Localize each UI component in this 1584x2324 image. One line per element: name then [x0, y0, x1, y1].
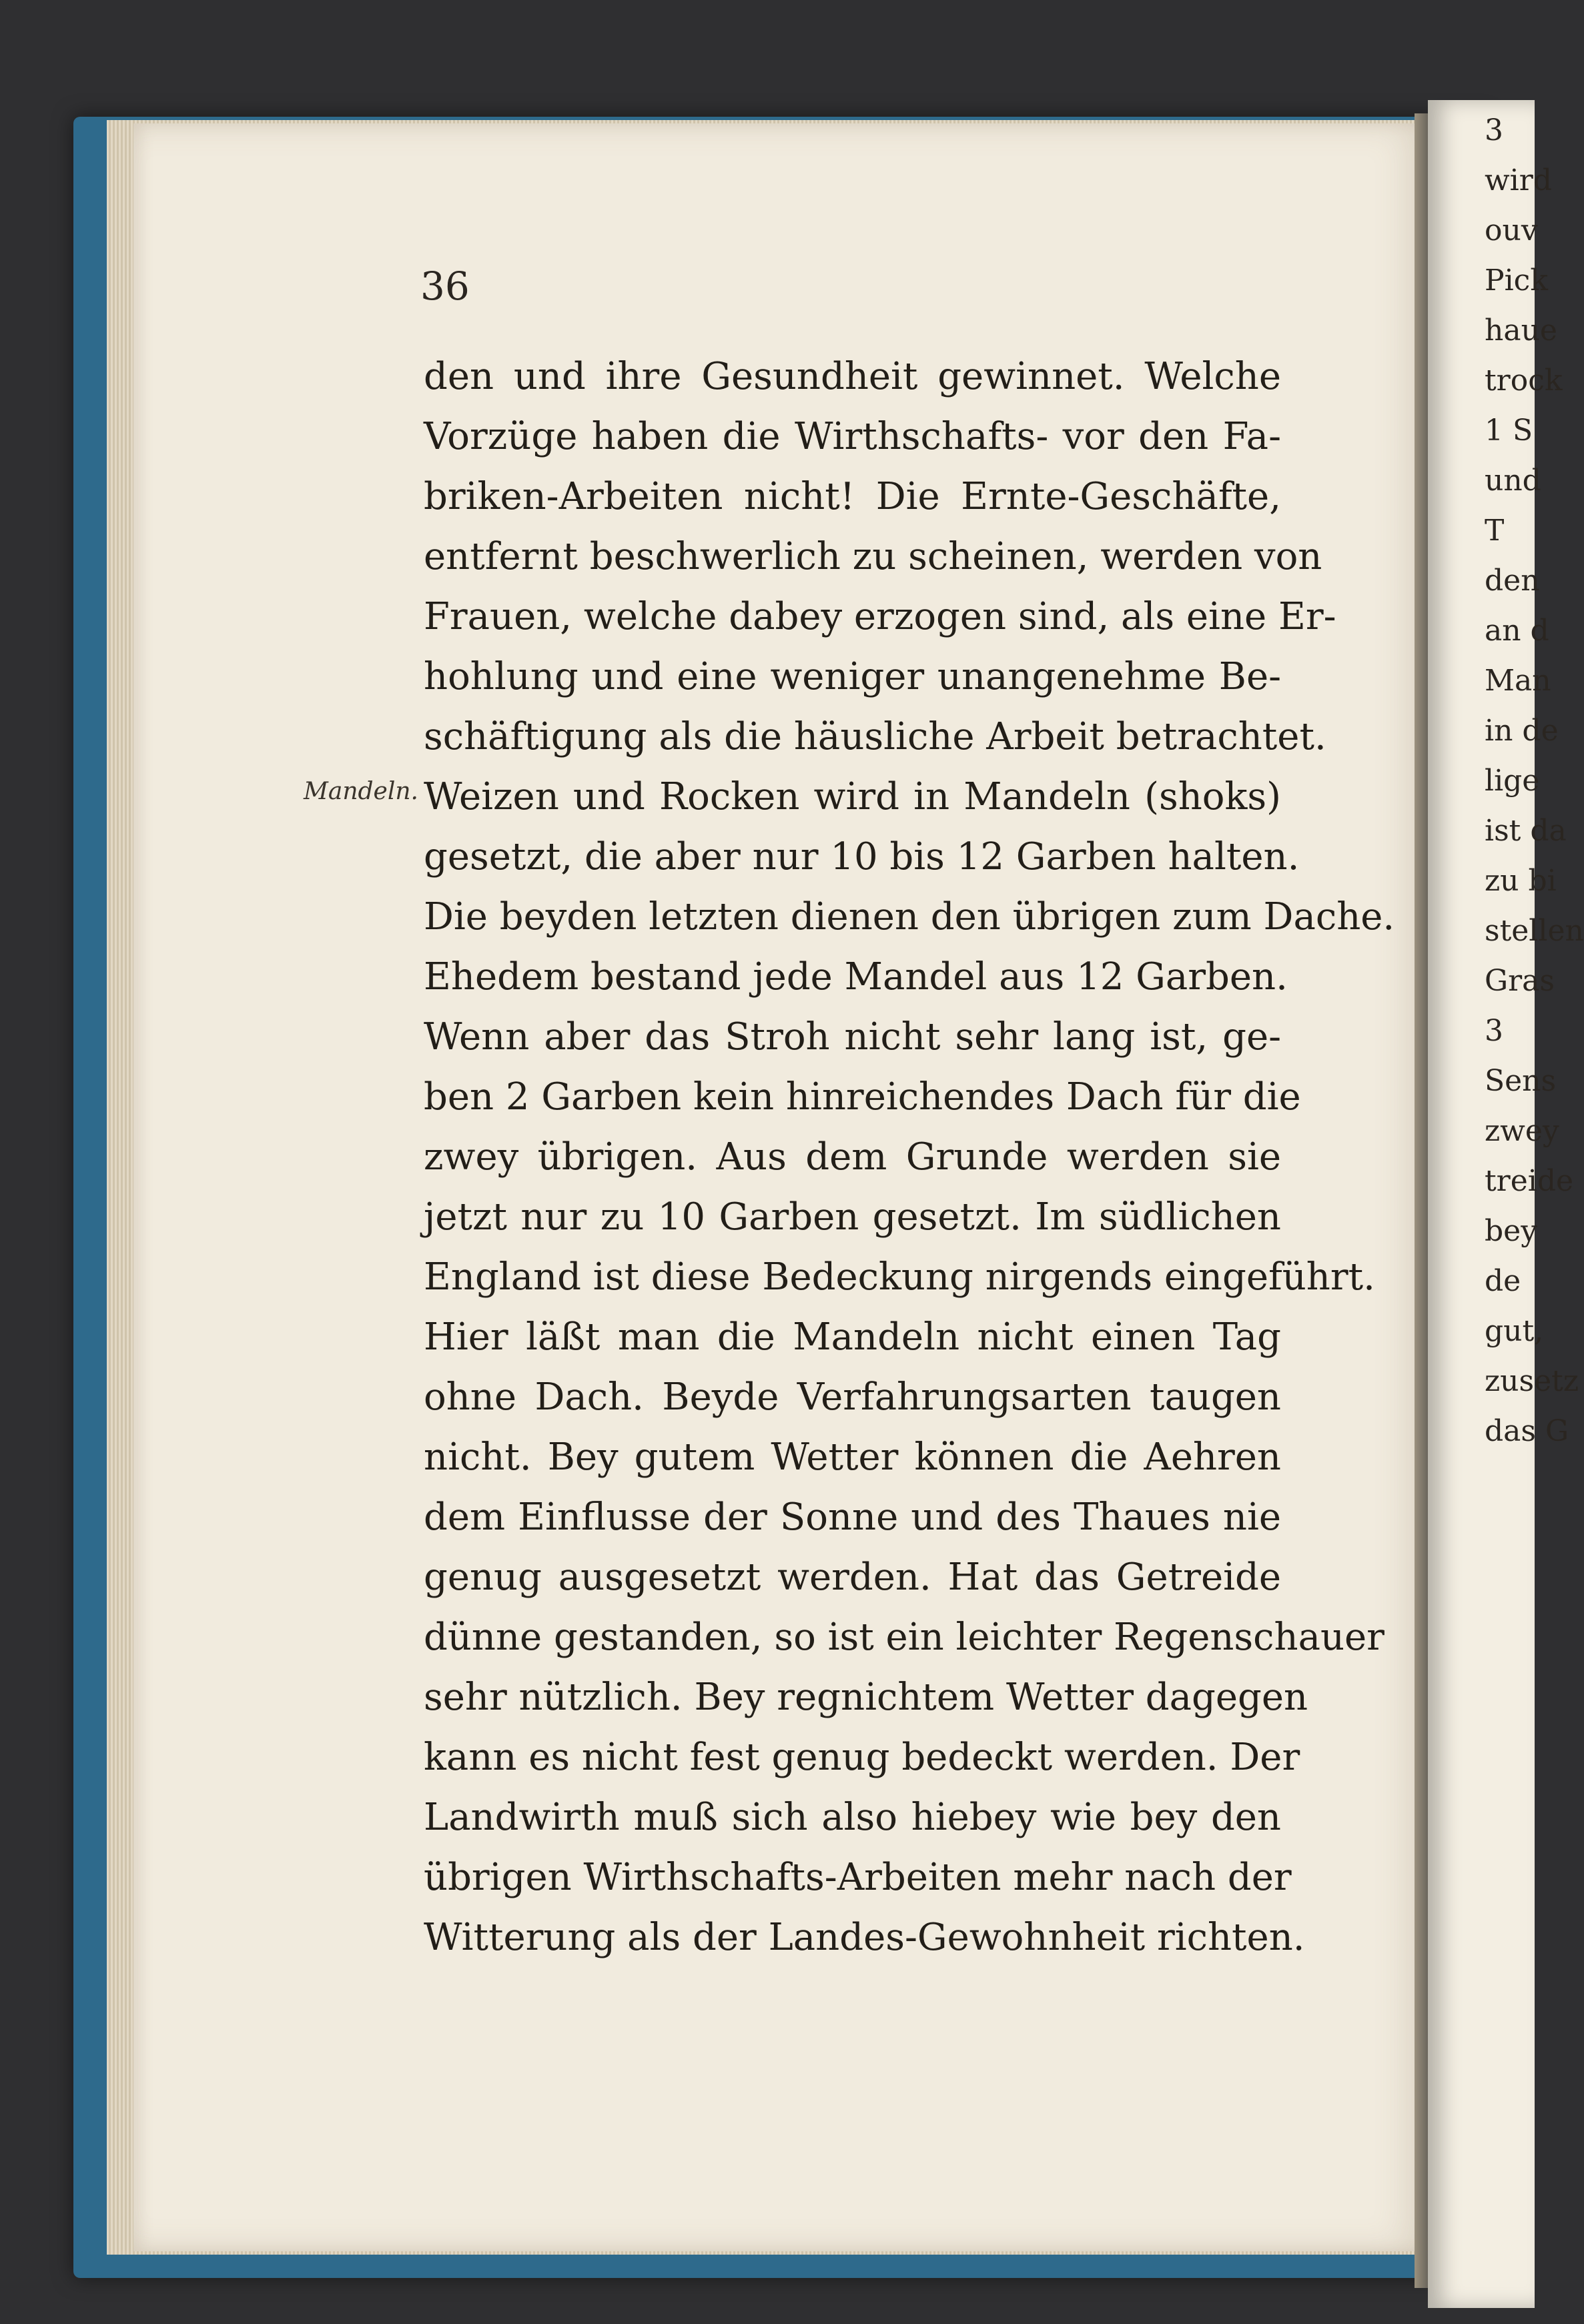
- facing-line: zusetz: [1485, 1364, 1579, 1398]
- text-line: Hier läßt man die Mandeln nicht einen Tag: [424, 1315, 1281, 1359]
- facing-line: wird: [1485, 163, 1552, 197]
- text-line: briken-Arbeiten nicht! Die Ernte-Geschäfte,: [424, 475, 1281, 518]
- facing-line: de: [1485, 1264, 1521, 1298]
- text-line: Wenn aber das Stroh nicht sehr lang ist, ge-: [424, 1015, 1281, 1059]
- text-line: den und ihre Gesundheit gewinnet. Welche: [424, 355, 1281, 398]
- text-line: Ehedem bestand jede Mandel aus 12 Garben.: [424, 955, 1288, 999]
- facing-line: Sens: [1485, 1064, 1557, 1098]
- facing-line: Gras: [1485, 964, 1555, 998]
- text-line: ohne Dach. Beyde Verfahrungsarten taugen: [424, 1375, 1281, 1419]
- text-line: hohlung und eine weniger unangenehme Be-: [424, 655, 1281, 698]
- text-line: Witterung als der Landes-Gewohnheit richten.: [424, 1916, 1305, 1959]
- facing-line: lige: [1485, 764, 1540, 798]
- text-line: gesetzt, die aber nur 10 bis 12 Garben halten.: [424, 835, 1300, 879]
- facing-line: trock: [1485, 364, 1563, 398]
- text-line: Frauen, welche dabey erzogen sind, als eine Er-: [424, 595, 1336, 638]
- text-line: entfernt beschwerlich zu scheinen, werden von: [424, 535, 1322, 578]
- facing-line: ist da: [1485, 814, 1567, 848]
- facing-line: in de: [1485, 714, 1559, 748]
- facing-line: zu bi: [1485, 864, 1557, 898]
- facing-line: Man: [1485, 664, 1551, 698]
- text-line: sehr nützlich. Bey regnichtem Wetter dagegen: [424, 1676, 1308, 1719]
- facing-line: stellen: [1485, 914, 1584, 948]
- text-line: zwey übrigen. Aus dem Grunde werden sie: [424, 1135, 1281, 1179]
- facing-line: gut,: [1485, 1314, 1544, 1348]
- body-text: [424, 347, 1395, 1968]
- facing-page: [1428, 100, 1584, 2308]
- facing-line: an d: [1485, 614, 1549, 648]
- text-line: übrigen Wirthschafts-Arbeiten mehr nach der: [424, 1856, 1292, 1899]
- facing-line: und: [1485, 464, 1541, 498]
- facing-line: den: [1485, 564, 1540, 598]
- text-line: ben 2 Garben kein hinreichendes Dach für die: [424, 1075, 1301, 1119]
- text-line: Vorzüge haben die Wirthschafts- vor den Fa-: [424, 415, 1281, 458]
- text-line: nicht. Bey gutem Wetter können die Aehren: [424, 1435, 1281, 1479]
- text-line: England ist diese Bedeckung nirgends eingeführt.: [424, 1255, 1375, 1299]
- facing-line: bey: [1485, 1214, 1538, 1248]
- facing-line: das G: [1485, 1414, 1569, 1448]
- facing-line: 3: [1485, 1014, 1503, 1048]
- text-line: genug ausgesetzt werden. Hat das Getreide: [424, 1556, 1281, 1599]
- text-line: dünne gestanden, so ist ein leichter Regenschauer: [424, 1616, 1384, 1659]
- facing-line: zwey: [1485, 1114, 1559, 1148]
- facing-line: treide: [1485, 1164, 1574, 1198]
- facing-line: T: [1485, 514, 1505, 548]
- text-line: Weizen und Rocken wird in Mandeln (shoks): [424, 775, 1281, 818]
- text-line: dem Einflusse der Sonne und des Thaues nie: [424, 1496, 1281, 1539]
- text-line: kann es nicht fest genug bedeckt werden. Der: [424, 1736, 1300, 1779]
- text-line: Die beyden letzten dienen den übrigen zum Dache.: [424, 895, 1395, 939]
- facing-line: ouv: [1485, 213, 1538, 247]
- text-line: schäftigung als die häusliche Arbeit betrachtet.: [424, 715, 1326, 758]
- page-number: 36: [420, 263, 470, 309]
- text-line: jetzt nur zu 10 Garben gesetzt. Im südlichen: [424, 1195, 1281, 1239]
- facing-line: 3: [1485, 113, 1503, 147]
- facing-line: Pick: [1485, 263, 1548, 298]
- facing-line: haue: [1485, 314, 1557, 348]
- margin-note: Mandeln.: [304, 778, 419, 805]
- facing-line: 1 S: [1485, 414, 1533, 448]
- text-line: Landwirth muß sich also hiebey wie bey den: [424, 1796, 1281, 1839]
